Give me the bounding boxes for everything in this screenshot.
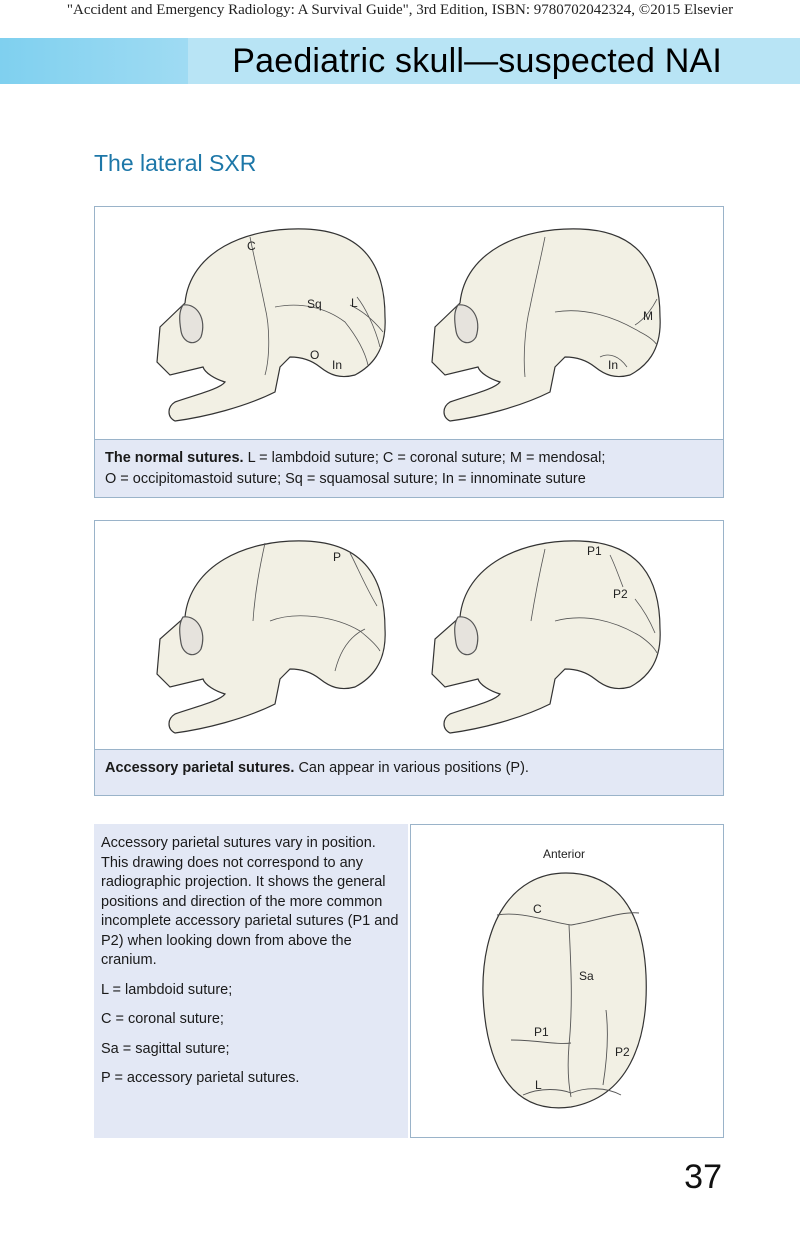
label-p: P [333, 550, 342, 564]
caption-normal-line1: L = lambdoid suture; C = coronal suture; M = mendosal; [247, 450, 606, 466]
label-anterior: Anterior [543, 847, 586, 861]
skull-accessory-left [157, 541, 385, 733]
label-m: M [643, 309, 653, 323]
label-c: C [247, 239, 256, 253]
normal-sutures-drawing [95, 207, 723, 439]
label-o: O [310, 348, 320, 362]
label-top-p2: P2 [615, 1045, 630, 1059]
label-top-l: L [535, 1078, 542, 1092]
caption-normal-bold: The normal sutures. [105, 450, 244, 466]
top-view-drawing [411, 825, 723, 1137]
page-title: Paediatric skull—suspected NAI [232, 42, 722, 80]
note-paragraph: Accessory parietal sutures vary in position. This drawing does not correspond to any radiographic projection. It shows the general positions and direction of the more common incomplete accessory parietal sutures (P1 and P2) when looking down from above the cranium. [101, 835, 399, 968]
skull-accessory-right [432, 541, 660, 733]
note-legend-sa: Sa = sagittal suture; [101, 1040, 230, 1057]
figure-normal-sutures [94, 206, 724, 498]
cranium-outline [483, 873, 646, 1108]
skull-left [157, 229, 385, 421]
page-number: 37 [684, 1158, 722, 1196]
label-top-sa: Sa [579, 969, 594, 983]
label-p1: P1 [587, 544, 602, 558]
label-l: L [351, 296, 358, 310]
note-legend-p: P = accessory parietal sutures. [101, 1070, 300, 1086]
caption-normal [95, 439, 723, 497]
accessory-sutures-drawing [95, 521, 723, 749]
section-heading: The lateral SXR [94, 150, 257, 176]
caption-accessory [95, 749, 723, 795]
title-accent [0, 38, 188, 84]
note-legend-l: L = lambdoid suture; [101, 981, 233, 998]
skull-right [432, 229, 660, 421]
label-p2: P2 [613, 587, 628, 601]
citation-line: "Accident and Emergency Radiology: A Survival Guide", 3rd Edition, ISBN: 9780702042324, ©2015 Elsevier [66, 2, 734, 18]
note-box [94, 824, 408, 1138]
figure-top-view [410, 824, 724, 1138]
caption-accessory-bold: Accessory parietal sutures. [105, 760, 295, 776]
label-sq: Sq [307, 297, 322, 311]
caption-accessory-text: Can appear in various positions (P). [298, 760, 529, 776]
caption-normal-line2: O = occipitomastoid suture; Sq = squamosal suture; In = innominate suture [105, 471, 586, 487]
figure-accessory-sutures [94, 520, 724, 796]
label-top-c: C [533, 902, 542, 916]
note-legend-c: C = coronal suture; [101, 1011, 224, 1027]
label-in-2: In [608, 358, 619, 372]
label-top-p1: P1 [534, 1025, 549, 1039]
label-in: In [332, 358, 343, 372]
